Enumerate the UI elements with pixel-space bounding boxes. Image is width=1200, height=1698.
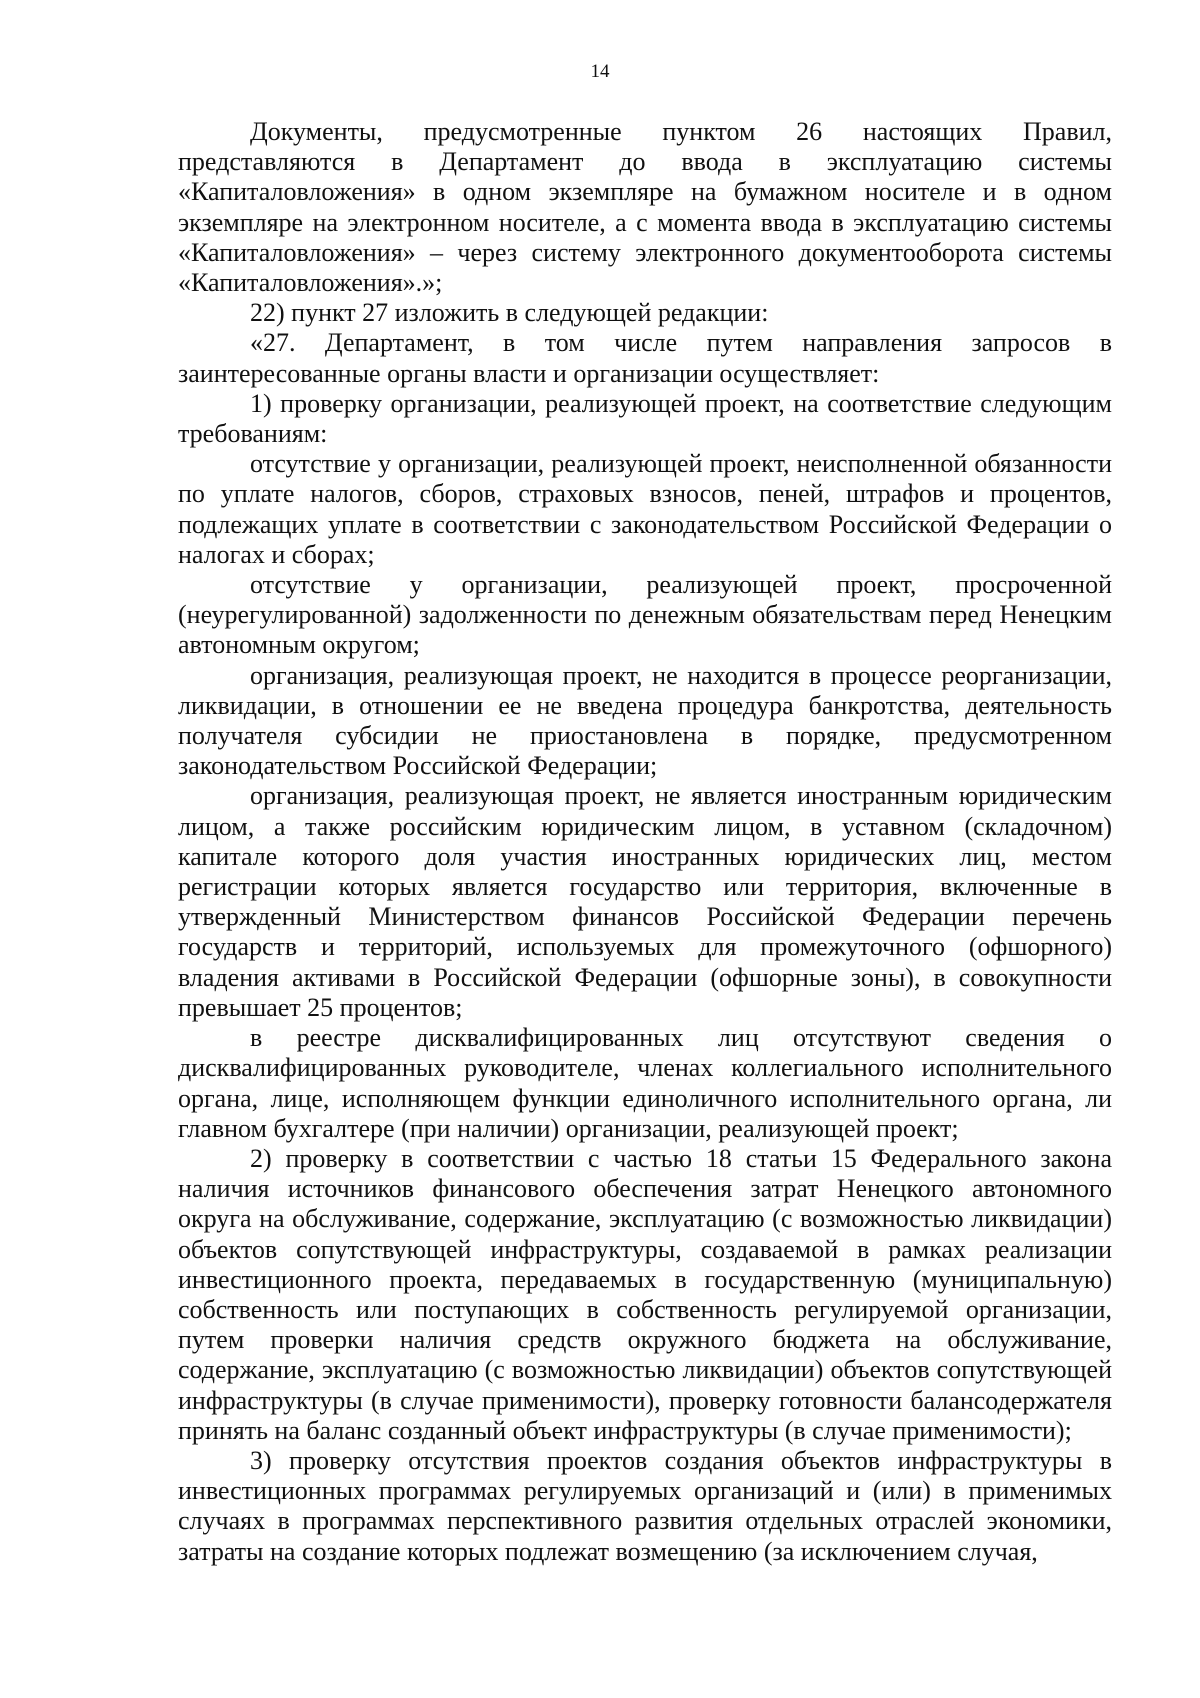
paragraph-no-overdue-debt: отсутствие у организации, реализующей проект, просроченной (неурегулированной) задолженности по денежным обязательствам перед Ненецким автономным округом; (178, 570, 1112, 660)
paragraph-clause-27: «27. Департамент, в том числе путем направления запросов в заинтересованные органы власти и организации осуществляет: (178, 328, 1112, 388)
paragraph-check-2: 2) проверку в соответствии с частью 18 статьи 15 Федерального закона наличия источников финансового обеспечения затрат Ненецкого автономного округа на обслуживание, содержание, эксплуатацию (с возможностью ликвидации) объектов сопутствующей инфраструктуры, создаваемой в рамках реализации инвестиционного проекта, передаваемых в государственную (муниципальную) собственность или поступающих в собственность регулируемой организации, путем проверки наличия средств окружного бюджета на обслуживание, содержание, эксплуатацию (с возможностью ликвидации) объектов сопутствующей инфраструктуры (в случае применимости), проверку готовности балансодержателя принять на баланс созданный объект инфраструктуры (в случае применимости); (178, 1143, 1112, 1445)
paragraph-documents-submission: Документы, предусмотренные пунктом 26 настоящих Правил, представляются в Департамент до ввода в эксплуатацию системы «Капиталовложения» в одном экземпляре на бумажном носителе и в одном экземпляре на электронном носителе, а с момента ввода в эксплуатацию системы «Капиталовложения» – через систему электронного документооборота системы «Капиталовложения».»; (178, 117, 1112, 298)
page-number: 14 (590, 61, 610, 82)
paragraph-no-reorganization: организация, реализующая проект, не находится в процессе реорганизации, ликвидации, в отношении ее не введена процедура банкротства, деятельность получателя субсидии не приостановлена в порядке, предусмотренном законодательством Российской Федерации; (178, 660, 1112, 781)
paragraph-check-3: 3) проверку отсутствия проектов создания объектов инфраструктуры в инвестиционных программах регулируемых организаций и (или) в применимых случаях в программах перспективного развития отдельных отраслей экономики, затраты на создание которых подлежат возмещению (за исключением случая, (178, 1445, 1112, 1566)
paragraph-not-foreign-entity: организация, реализующая проект, не является иностранным юридическим лицом, а также российским юридическим лицом, в уставном (складочном) капитале которого доля участия иностранных юридических лиц, местом регистрации которых является государство или территория, включенные в утвержденный Министерством финансов Российской Федерации перечень государств и территорий, используемых для промежуточного (офшорного) владения активами в Российской Федерации (офшорные зоны), в совокупности превышает 25 процентов; (178, 781, 1112, 1022)
paragraph-no-tax-debt: отсутствие у организации, реализующей проект, неисполненной обязанности по уплате налогов, сборов, страховых взносов, пеней, штрафов и процентов, подлежащих уплате в соответствии с законодательством Российской Федерации о налогах и сборах; (178, 449, 1112, 569)
paragraph-disqualified-registry: в реестре дисквалифицированных лиц отсутствуют сведения о дисквалифицированных руководителе, членах коллегиального исполнительного органа, лице, исполняющем функции единоличного исполнительного органа, ли главном бухгалтере (при наличии) организации, реализующей проект; (178, 1023, 1112, 1143)
document-body (178, 117, 1112, 1567)
paragraph-item-22: 22) пункт 27 изложить в следующей редакции: (250, 298, 769, 328)
paragraph-check-1: 1) проверку организации, реализующей проект, на соответствие следующим требованиям: (178, 388, 1112, 449)
